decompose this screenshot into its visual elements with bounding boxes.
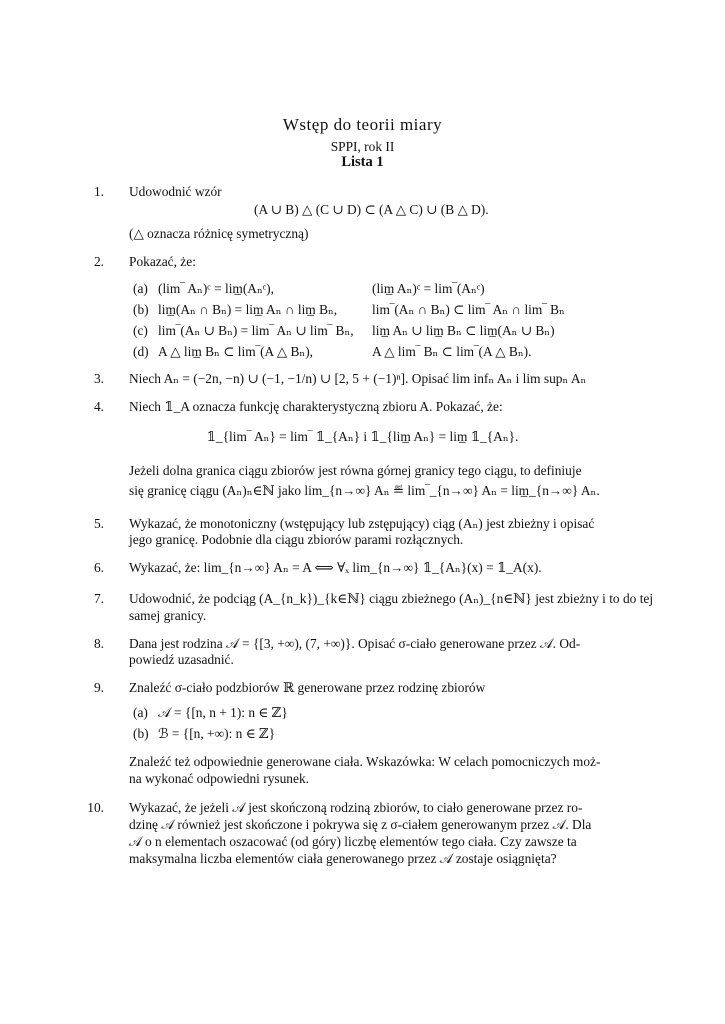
problem-number: 2.	[93, 254, 104, 269]
part-left: lim‾(Aₙ ∪ Bₙ) = lim‾ Aₙ ∪ lim‾ Bₙ,	[158, 323, 354, 338]
problem-1-note: (△ oznacza różnicę symetryczną)	[129, 226, 309, 241]
problem-text: Niech 𝟙_A oznacza funkcję charakterystyczną zbioru A. Pokazać, że:	[129, 399, 503, 414]
problem-4-paragraph-line-2: się granicę ciągu (Aₙ)ₙ∈ℕ jako lim_{n→∞} Aₙ ≝ lim‾_{n→∞} Aₙ = lim̲_{n→∞} Aₙ.	[129, 483, 600, 498]
problem-number: 8.	[93, 636, 104, 651]
problem-number: 7.	[93, 591, 104, 606]
problem-4-paragraph-line-1: Jeżeli dolna granica ciągu zbiorów jest równa górnej granicy tego ciągu, to definiuje	[129, 463, 582, 478]
problem-9-paragraph-line-1: Znaleźć też odpowiednie generowane ciała. Wskazówka: W celach pomocniczych moż-	[129, 754, 601, 769]
part-left: A △ lim̲ Bₙ ⊂ lim‾(A △ Bₙ),	[158, 344, 313, 359]
part-left: 𝒜 = {[n, n + 1): n ∈ ℤ}	[158, 705, 288, 720]
problem-text-line-1: Wykazać, że monotoniczny (wstępujący lub zstępujący) ciąg (Aₙ) jest zbieżny i opisać	[129, 516, 595, 531]
problem-8-text-line-2: powiedź uzasadnić.	[129, 652, 234, 667]
problem-text: Wykazać, że: lim_{n→∞} Aₙ = A ⟺ ∀ₓ lim_{n→∞} 𝟙_{Aₙ}(x) = 𝟙_A(x).	[129, 560, 542, 575]
part-label: (b)	[133, 302, 149, 317]
document-subtitle: SPPI, rok II	[330, 139, 395, 154]
part-label: (a)	[133, 281, 148, 296]
problem-10-text-line-2: dzinę 𝒜 również jest skończone i pokrywa się z σ-ciałem generowanym przez 𝒜. Dla	[129, 817, 592, 832]
problem-text: Znaleźć σ-ciało podzbiorów ℝ generowane przez rodzinę zbiorów	[129, 680, 486, 695]
part-right: lim̲ Aₙ ∪ lim̲ Bₙ ⊂ lim̲(Aₙ ∪ Bₙ)	[372, 323, 555, 338]
problem-5-text-line-2: jego granicę. Podobnie dla ciągu zbiorów parami rozłącznych.	[129, 532, 464, 547]
part-label: (b)	[133, 726, 149, 741]
problem-10-text-line-4: maksymalna liczba elementów ciała generowanego przez 𝒜 zostaje osiągnięta?	[129, 851, 557, 866]
part-left: (lim‾ Aₙ)ᶜ = lim̲(Aₙᶜ),	[158, 281, 274, 296]
problem-number: 4.	[93, 399, 104, 414]
part-label: (a)	[133, 705, 148, 720]
problem-10-text-line-3: 𝒜 o n elementach oszacować (od góry) liczbę elementów tego ciała. Czy zawsze ta	[129, 834, 577, 849]
problem-1-formula: (A ∪ B) △ (C ∪ D) ⊂ (A △ C) ∪ (B △ D).	[254, 202, 489, 217]
problem-4-formula: 𝟙_{lim‾ Aₙ} = lim‾ 𝟙_{Aₙ} i 𝟙_{lim̲ Aₙ} = lim̲ 𝟙_{Aₙ}.	[206, 429, 519, 444]
problem-text-line-1: Wykazać, że jeżeli 𝒜 jest skończoną rodziną zbiorów, to ciało generowane przez ro-	[129, 800, 583, 815]
document-title: Wstęp do teorii miary	[282, 115, 443, 134]
part-right: (lim̲ Aₙ)ᶜ = lim‾(Aₙᶜ)	[372, 281, 485, 296]
problem-9-paragraph-line-2: na wykonać odpowiedni rysunek.	[129, 771, 309, 786]
problem-text: Niech Aₙ = (−2n, −n) ∪ (−1, −1/n) ∪ [2, 5 + (−1)ⁿ]. Opisać lim infₙ Aₙ i lim supₙ Aₙ	[129, 371, 587, 386]
problem-number: 6.	[93, 560, 104, 575]
problem-text: Udowodnić wzór	[129, 184, 222, 199]
part-left: lim̲(Aₙ ∩ Bₙ) = lim̲ Aₙ ∩ lim̲ Bₙ,	[158, 302, 338, 317]
part-right: lim‾(Aₙ ∩ Bₙ) ⊂ lim‾ Aₙ ∩ lim‾ Bₙ	[372, 302, 565, 317]
problem-number: 3.	[93, 371, 104, 386]
part-label: (c)	[133, 323, 148, 338]
problem-text: Pokazać, że:	[129, 254, 196, 269]
problem-number: 1.	[93, 184, 104, 199]
problem-number: 9.	[93, 680, 104, 695]
problem-text-line-1: Dana jest rodzina 𝒜 = {[3, +∞), (7, +∞)}. Opisać σ-ciało generowane przez 𝒜. Od-	[129, 636, 581, 651]
problem-7-text-line-2: samej granicy.	[129, 608, 207, 623]
problem-number: 5.	[93, 516, 104, 531]
part-left: ℬ = {[n, +∞): n ∈ ℤ}	[158, 726, 276, 741]
list-label: Lista 1	[341, 154, 384, 170]
problem-text-line-1: Udowodnić, że podciąg (A_{n_k})_{k∈ℕ} ciągu zbieżnego (Aₙ)_{n∈ℕ} jest zbieżny i to do tej	[129, 591, 654, 606]
part-right: A △ lim‾ Bₙ ⊂ lim‾(A △ Bₙ).	[372, 344, 532, 359]
part-label: (d)	[133, 344, 149, 359]
problem-number: 10.	[87, 800, 104, 815]
